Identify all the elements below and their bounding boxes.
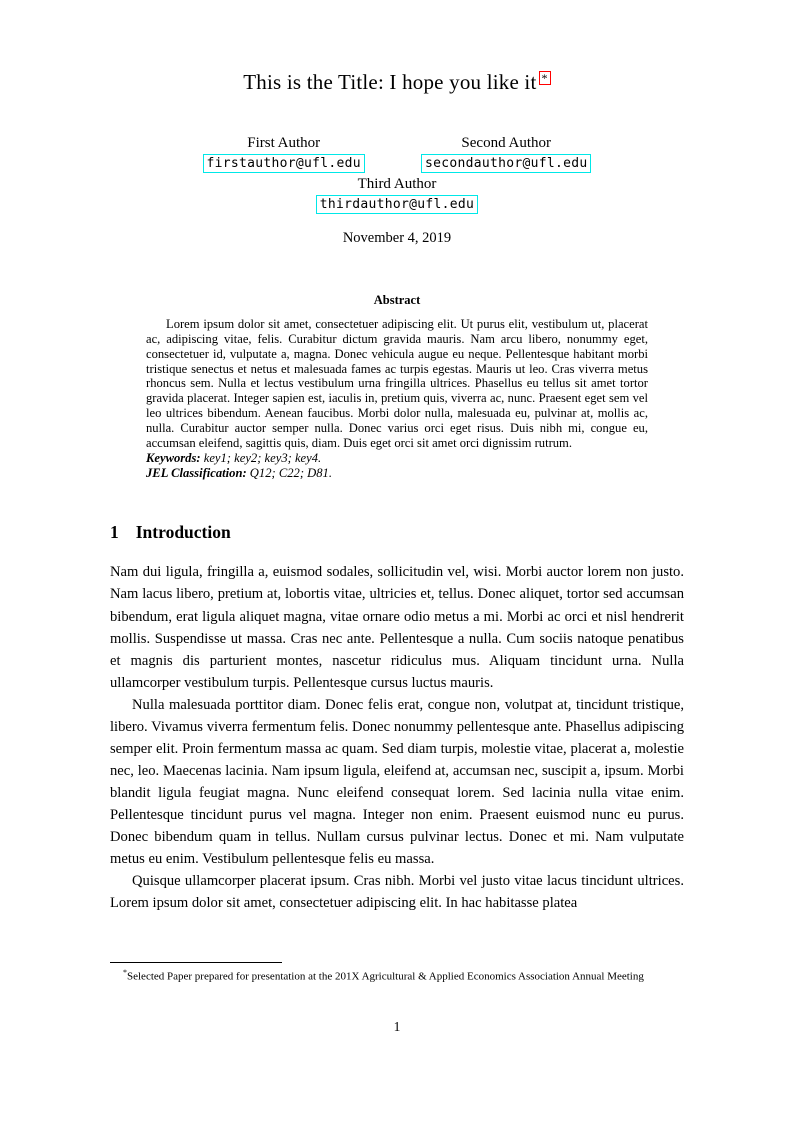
- page-number: 1: [393, 1019, 401, 1034]
- author-name: First Author: [247, 135, 321, 151]
- keywords-value: key1; key2; key3; key4.: [203, 450, 322, 465]
- body-paragraph: Nulla malesuada porttitor diam. Donec felis erat, congue non, volutpat at, tincidunt tristique, libero. Vivamus viverra fermentum felis. Donec nonummy pellentesque ante. Phasellus adipiscing semper elit. Proin fermentum massa ac quam. Sed diam turpis, molestie vitae, placerat a, molestie nec, leo. Maecenas lacinia. Nam ipsum ligula, eleifend at, accumsan nec, suscipit a, ipsum. Morbi blandit ligula feugiat magna. Nunc eleifend consequat lorem. Sed lacinia nulla vitae enim. Pellentesque tincidunt purus vel magna. Integer non enim. Praesent euismod nunc eu purus. Donec bibendum quam in tellus. Nullam cursus pulvinar lectus. Donec et mi. Nam vulputate metus eu enim. Vestibulum pellentesque felis eu massa.: [110, 696, 684, 867]
- jel-label: JEL Classification:: [146, 465, 247, 480]
- paper-date: November 4, 2019: [342, 230, 452, 246]
- author-row-top: [110, 135, 684, 173]
- author-email-link[interactable]: thirdauthor@ufl.edu: [316, 195, 478, 214]
- footnote-rule: [110, 962, 282, 963]
- paper-title-text: This is the Title: I hope you like it: [243, 70, 537, 94]
- author-name: Second Author: [461, 135, 551, 151]
- footnote-marker: *: [123, 968, 127, 977]
- author-name: Third Author: [357, 176, 437, 192]
- footnote-content: Selected Paper prepared for presentation at the 201X Agricultural & Applied Economics Association Annual Meeting: [127, 970, 644, 983]
- section-heading-introduction: [110, 522, 684, 543]
- body-paragraph: Nam dui ligula, fringilla a, euismod sodales, sollicitudin vel, wisi. Morbi auctor lorem non justo. Nam lacus libero, pretium at, lobortis vitae, ultricies et, tellus. Donec aliquet, tortor sed accumsan bibendum, erat ligula aliquet magna, vitae ornare odio metus a mi. Morbi ac orci et nisl hendrerit mollis. Suspendisse ut massa. Cras nec ante. Pellentesque a nulla. Cum sociis natoque penatibus et magnis dis parturient montes, nascetur ridiculus mus. Aliquam tincidunt urna. Nulla ullamcorper vestibulum turpis. Pellentesque cursus luctus mauris.: [110, 564, 684, 691]
- jel-value: Q12; C22; D81.: [249, 465, 333, 480]
- author-row-bottom: [110, 176, 684, 214]
- abstract-block: [146, 293, 648, 480]
- footnote-area: [110, 962, 685, 984]
- keywords-label: Keywords:: [146, 450, 201, 465]
- keywords-line: [146, 451, 648, 466]
- author-block: [110, 135, 684, 214]
- author-third: [316, 176, 478, 214]
- section-number: 1: [110, 522, 119, 543]
- body-paragraph: Quisque ullamcorper placerat ipsum. Cras nibh. Morbi vel justo vitae lacus tincidunt ultrices. Lorem ipsum dolor sit amet, consectetuer adipiscing elit. In hac habitasse platea: [110, 872, 684, 911]
- author-first: [203, 135, 365, 173]
- paper-title: [110, 70, 684, 95]
- jel-line: [146, 466, 648, 481]
- abstract-text: Lorem ipsum dolor sit amet, consectetuer adipiscing elit. Ut purus elit, vestibulum ut, placerat ac, adipiscing vitae, felis. Curabitur dictum gravida mauris. Nam arcu libero, nonummy eget, consectetuer id, vulputate a, magna. Donec vehicula augue eu neque. Pellentesque habitant morbi tristique senectus et netus et malesuada fames ac turpis egestas. Mauris ut leo. Cras viverra metus rhoncus sem. Nulla et lectus vestibulum urna fringilla ultrices. Phasellus eu tellus sit amet tortor gravida placerat. Integer sapien est, iaculis in, pretium quis, viverra ac, nunc. Praesent eget sem vel leo ultrices bibendum. Aenean faucibus. Morbi dolor nulla, malesuada eu, pulvinar at, mollis ac, nulla. Curabitur auctor semper nulla. Donec varius orci eget risus. Duis nibh mi, congue eu, accumsan eleifend, sagittis quis, diam. Duis eget orci sit amet orci dignissim rutrum.: [146, 317, 648, 450]
- author-email-link[interactable]: firstauthor@ufl.edu: [203, 154, 365, 173]
- author-email-link[interactable]: secondauthor@ufl.edu: [421, 154, 592, 173]
- footnote-text: [110, 968, 685, 984]
- title-footnote-link[interactable]: *: [539, 71, 551, 85]
- author-second: [421, 135, 592, 173]
- section-title: Introduction: [135, 522, 231, 543]
- abstract-heading: Abstract: [373, 293, 421, 307]
